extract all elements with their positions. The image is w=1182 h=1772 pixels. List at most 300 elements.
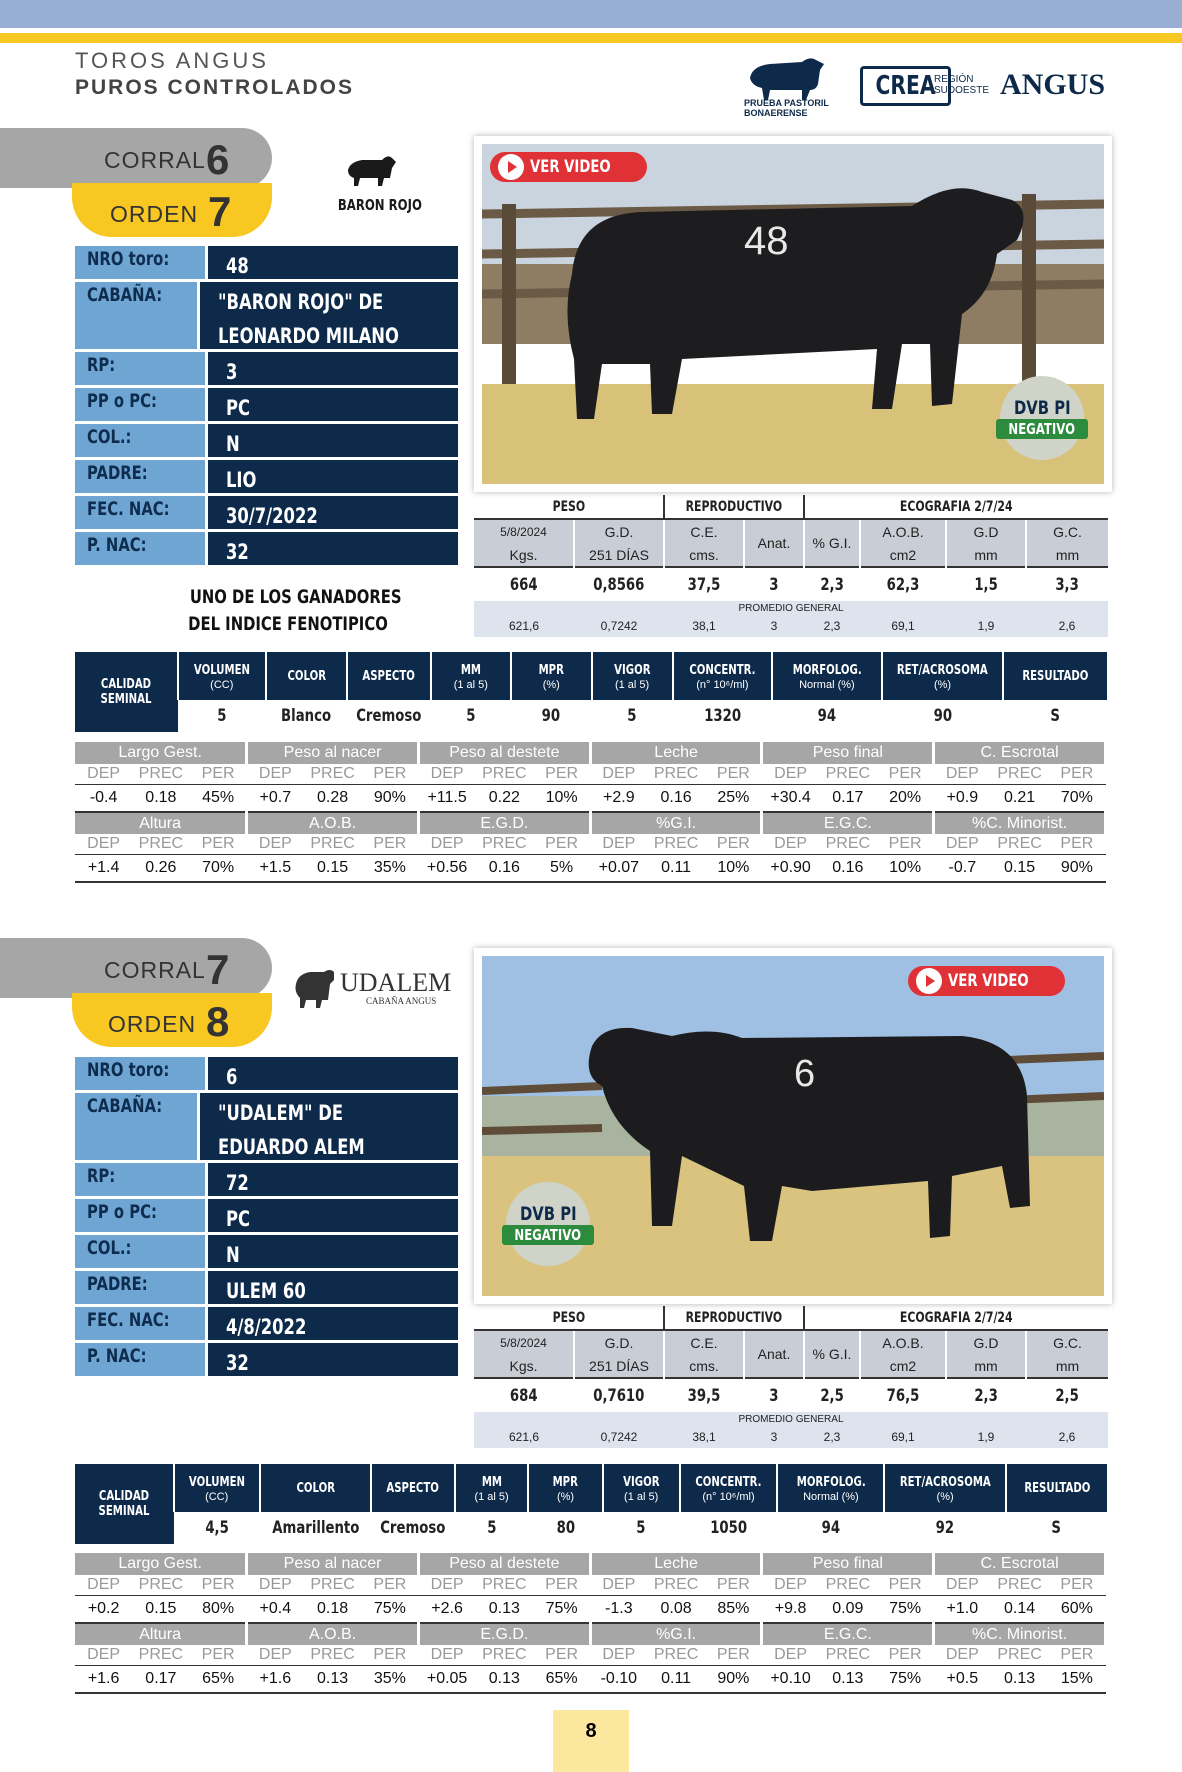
info-value: 3 [226, 360, 238, 384]
gc-label: G.C. [1053, 523, 1082, 540]
gc-label: G.C. [1053, 1334, 1082, 1351]
mpr-unit: (%) [556, 1491, 575, 1503]
aspecto-header: ASPECTO [386, 1481, 440, 1496]
prec-col-label: PREC [997, 834, 1042, 852]
dep-value: +1.0 [946, 1599, 979, 1617]
measure-value: 39,5 [687, 1385, 721, 1406]
ret-unit: (%) [933, 679, 952, 691]
dep-value: 20% [889, 788, 922, 806]
measure-value: 2,5 [820, 1385, 844, 1406]
dep-value: 0.13 [488, 1669, 520, 1687]
watch-video-button[interactable] [490, 152, 647, 182]
avg-value: 2,3 [823, 1430, 841, 1444]
gd-label: G.D. [574, 1330, 664, 1354]
semen-value: 90 [933, 706, 952, 726]
dep-group-label: A.O.B. [247, 812, 419, 834]
dep-value: 0.18 [317, 1599, 349, 1617]
bull-photo [482, 956, 1104, 1296]
prec-col-label: PREC [825, 764, 871, 782]
bull-number-mark: 6 [794, 1053, 816, 1095]
mpr-header: MPR [552, 1475, 579, 1490]
per-col-label: PER [888, 764, 922, 782]
info-value: "UDALEM" DE EDUARDO ALEM [218, 1101, 365, 1159]
dep-value: +1.6 [87, 1669, 120, 1687]
dep-col-label: DEP [945, 764, 979, 782]
prec-col-label: PREC [653, 1575, 699, 1593]
days-unit: 251 DÍAS [574, 543, 664, 567]
per-col-label: PER [888, 1645, 922, 1663]
info-value: 32 [226, 540, 249, 564]
measure-value: 2,5 [1055, 1385, 1079, 1406]
info-label: PP o PC: [87, 1201, 157, 1223]
dep-value: 75% [373, 1599, 406, 1617]
dep-col-label: DEP [945, 1645, 979, 1663]
cms-unit: cms. [664, 1354, 744, 1378]
info-value: LIO [226, 468, 257, 492]
prec-col-label: PREC [997, 1575, 1042, 1593]
prec-col-label: PREC [997, 1645, 1042, 1663]
avg-value: 2,3 [823, 619, 841, 633]
measure-value: 2,3 [820, 574, 844, 595]
dep-value: 0.08 [660, 1599, 692, 1617]
dep-group-label: Peso final [762, 742, 934, 764]
dep-group-label: E.G.C. [762, 1623, 934, 1645]
caption-line1: UNO DE LOS GANADORES [189, 586, 402, 608]
promedio-label: PROMEDIO GENERAL [738, 1413, 844, 1425]
bull-number-mark: 48 [744, 219, 789, 263]
semen-value: 5 [636, 1518, 646, 1538]
info-value: PC [226, 1207, 251, 1231]
semen-value: Cremoso [380, 1518, 446, 1538]
dep-group-label: Largo Gest. [75, 1553, 247, 1575]
info-label: FEC. NAC: [87, 1309, 170, 1331]
prec-col-label: PREC [825, 1575, 871, 1593]
dep-value: 0.16 [660, 788, 692, 806]
vigor-unit: (1 al 5) [614, 679, 650, 691]
dep-group-label: C. Escrotal [934, 1553, 1106, 1575]
avg-value: 0,7242 [600, 619, 638, 633]
dep-col-label: DEP [258, 1645, 292, 1663]
measure-value: 684 [510, 1385, 538, 1406]
kgs-unit: Kgs. [474, 543, 574, 567]
dep-value: 0.21 [1004, 788, 1036, 806]
per-col-label: PER [201, 764, 235, 782]
video-label: VER VIDEO [948, 971, 1029, 991]
ce-label: C.E. [664, 1330, 744, 1354]
orden-tag [72, 993, 272, 1047]
dep-value: 70% [202, 858, 235, 876]
dep-col-label: DEP [430, 834, 464, 852]
morfolog-header: MORFOLOG. [796, 1475, 866, 1490]
dep-value: +0.5 [946, 1669, 979, 1687]
semen-quality-table [75, 652, 1107, 732]
dep-value: 35% [373, 858, 406, 876]
corral-number: 6 [206, 136, 230, 183]
info-label: PADRE: [87, 462, 148, 484]
dep-value: 0.14 [1004, 1599, 1036, 1617]
measurement-table [474, 495, 1108, 637]
per-col-label: PER [545, 1645, 579, 1663]
dvb-line1: DVB PI [1013, 397, 1071, 419]
info-label: COL.: [87, 426, 132, 448]
video-label: VER VIDEO [530, 157, 611, 177]
reproductivo-header: REPRODUCTIVO [685, 499, 783, 515]
dep-col-label: DEP [258, 764, 292, 782]
dep-value: 90% [373, 788, 406, 806]
mm-unit: mm [1055, 1357, 1080, 1374]
aob-label: A.O.B. [860, 1330, 946, 1354]
dvb-badge [506, 1182, 590, 1266]
promedio-label: PROMEDIO GENERAL [738, 602, 844, 614]
corral-label: CORRAL [104, 957, 206, 983]
semen-value: 5 [627, 706, 637, 726]
bull-info-table [75, 246, 458, 568]
per-col-label: PER [373, 834, 407, 852]
prec-col-label: PREC [310, 764, 355, 782]
dep-value: 75% [889, 1599, 922, 1617]
dep-col-label: DEP [87, 1645, 121, 1663]
concentr-header: CONCENTR. [689, 663, 756, 678]
color-header: COLOR [296, 1481, 335, 1496]
ret-header: RET/ACROSOMA [899, 1475, 991, 1490]
prec-col-label: PREC [482, 834, 527, 852]
dep-col-label: DEP [602, 1575, 636, 1593]
bull-photo-frame [474, 136, 1112, 492]
dep-value: 0.13 [488, 1599, 520, 1617]
measure-value: 76,5 [886, 1385, 920, 1406]
dvb-line2-box [996, 419, 1087, 439]
ppb-line1: PRUEBA PASTORIL [744, 98, 829, 108]
dep-group-label: Leche [590, 1553, 762, 1575]
avg-value: 3 [770, 1430, 778, 1444]
per-col-label: PER [716, 834, 750, 852]
measure-value: 0,7610 [593, 1385, 645, 1406]
dep-group-label: C. Escrotal [934, 742, 1106, 764]
dep-col-label: DEP [774, 764, 808, 782]
per-col-label: PER [201, 1575, 235, 1593]
dep-col-label: DEP [87, 764, 121, 782]
bull-caption [160, 584, 402, 638]
ppb-line2: BONAERENSE [744, 108, 808, 118]
dep-value: +0.7 [259, 788, 292, 806]
reproductivo-header: REPRODUCTIVO [685, 1310, 783, 1326]
dep-value: 0.16 [832, 858, 864, 876]
dvb-line2: NEGATIVO [514, 1226, 582, 1244]
dvb-line2: NEGATIVO [1008, 420, 1076, 438]
bull-photo [482, 144, 1104, 484]
concentr-header: CONCENTR. [695, 1475, 762, 1490]
calidad-seminal-label: CALIDAD SEMINAL [100, 676, 152, 707]
calidad-seminal-label: CALIDAD SEMINAL [98, 1488, 150, 1519]
dep-group-label: %G.I. [590, 812, 762, 834]
breeder-logo [292, 966, 452, 1016]
mpr-header: MPR [538, 663, 564, 678]
play-icon [916, 968, 942, 994]
watch-video-button[interactable] [908, 966, 1065, 996]
dep-group-label: E.G.C. [762, 812, 934, 834]
dep-group-label: A.O.B. [247, 1623, 419, 1645]
corral-label: CORRAL [104, 147, 206, 173]
vigor-header: VIGOR [613, 663, 651, 678]
per-col-label: PER [373, 1575, 407, 1593]
gd2-label: G.D [946, 1330, 1026, 1354]
dep-value: +1.5 [259, 858, 292, 876]
dvb-badge [1000, 376, 1084, 460]
dep-value: 0.11 [661, 1669, 692, 1687]
udalem-bull-icon [292, 966, 336, 1012]
dep-value: 0.13 [832, 1669, 864, 1687]
prec-col-label: PREC [310, 1575, 355, 1593]
dep-value: +0.56 [426, 858, 468, 876]
measure-value: 2,3 [974, 1385, 998, 1406]
dep-col-label: DEP [430, 1645, 464, 1663]
per-col-label: PER [1060, 1645, 1094, 1663]
dep-value: -0.10 [600, 1669, 638, 1687]
angus-logo: ANGUS [1000, 68, 1106, 101]
info-value: 6 [226, 1065, 238, 1089]
info-label: CABAÑA: [87, 284, 163, 306]
morfolog-unit: Normal (%) [799, 679, 855, 691]
orden-label: ORDEN [108, 1011, 197, 1037]
dep-table [75, 1553, 1107, 1694]
vigor-header: VIGOR [622, 1475, 660, 1490]
peso-date: 5/8/2024 [474, 519, 574, 543]
dep-value: +2.6 [431, 1599, 463, 1617]
semen-value: 94 [817, 706, 837, 726]
dep-value: 35% [373, 1669, 406, 1687]
measure-value: 3 [769, 1385, 779, 1406]
per-col-label: PER [716, 1645, 750, 1663]
prec-col-label: PREC [825, 1645, 871, 1663]
header-line1: TOROS ANGUS [75, 48, 269, 73]
info-value: 32 [226, 1351, 249, 1375]
peso-date: 5/8/2024 [474, 1330, 574, 1354]
dep-value: 0.18 [145, 788, 177, 806]
semen-value: 5 [217, 706, 227, 726]
orden-label: ORDEN [110, 201, 199, 227]
mpr-unit: (%) [542, 679, 560, 691]
per-col-label: PER [545, 834, 579, 852]
measure-value: 664 [510, 574, 538, 595]
semen-value: 90 [542, 706, 561, 726]
measure-value: 62,3 [886, 574, 920, 595]
dep-value: 60% [1060, 1599, 1093, 1617]
prec-col-label: PREC [138, 834, 184, 852]
measure-value: 3,3 [1055, 574, 1079, 595]
dep-value: 0.15 [1004, 858, 1036, 876]
per-col-label: PER [373, 764, 407, 782]
dep-col-label: DEP [87, 1575, 121, 1593]
dep-value: 0.26 [145, 858, 177, 876]
dep-value: 45% [202, 788, 235, 806]
orden-number: 7 [208, 188, 232, 235]
dep-col-label: DEP [945, 1575, 979, 1593]
breeder-logo-text: BARON ROJO [337, 196, 422, 214]
per-col-label: PER [888, 834, 922, 852]
dep-value: 0.15 [317, 858, 349, 876]
kgs-unit: Kgs. [474, 1354, 574, 1378]
info-label: RP: [87, 1165, 116, 1187]
dep-group-label: Peso al nacer [247, 1553, 419, 1575]
dep-value: 80% [202, 1599, 235, 1617]
dep-value: +0.07 [598, 858, 640, 876]
mm-unit: mm [946, 543, 1026, 567]
dep-col-label: DEP [258, 834, 292, 852]
dep-value: +1.6 [259, 1669, 292, 1687]
prec-col-label: PREC [138, 1575, 184, 1593]
per-col-label: PER [545, 1575, 579, 1593]
dep-col-label: DEP [430, 764, 464, 782]
info-value: "BARON ROJO" DE LEONARDO MILANO [218, 290, 399, 348]
avg-value: 0,7242 [600, 1430, 638, 1444]
prec-col-label: PREC [310, 834, 355, 852]
dep-value: -0.4 [89, 788, 118, 806]
prec-col-label: PREC [653, 764, 699, 782]
resultado-header: RESULTADO [1023, 1481, 1090, 1496]
dep-col-label: DEP [602, 834, 636, 852]
corral-number: 7 [206, 946, 230, 993]
avg-value: 1,9 [977, 619, 995, 633]
dep-value: 25% [717, 788, 750, 806]
dep-value: 75% [545, 1599, 578, 1617]
semen-value: 1320 [703, 706, 741, 726]
dep-group-label: Altura [75, 812, 247, 834]
ret-header: RET/ACROSOMA [897, 663, 988, 678]
dep-col-label: DEP [258, 1575, 292, 1593]
avg-value: 621,6 [508, 1430, 540, 1444]
dep-table [75, 742, 1107, 883]
dep-col-label: DEP [945, 834, 979, 852]
color-header: COLOR [287, 669, 326, 684]
gi-label: % G.I. [804, 1330, 860, 1378]
bull-photo-frame [474, 948, 1112, 1304]
dep-value: 0.28 [317, 788, 349, 806]
breeder-logo-subtext: CABAÑA ANGUS [366, 996, 437, 1006]
per-col-label: PER [1060, 1575, 1094, 1593]
gd-label: G.D. [574, 519, 664, 543]
avg-value: 38,1 [692, 1430, 716, 1444]
ecografia-header: ECOGRAFIA 2/7/24 [900, 1310, 1013, 1326]
dep-value: 0.17 [145, 1669, 177, 1687]
dep-value: -1.3 [605, 1599, 633, 1617]
dep-value: +0.9 [946, 788, 979, 806]
per-col-label: PER [716, 1575, 750, 1593]
volumen-header: VOLUMEN [188, 1475, 245, 1490]
semen-value: S [1051, 1518, 1062, 1538]
caption-line2: DEL INDICE FENOTIPICO [188, 613, 388, 635]
sponsor-logos [740, 48, 1110, 120]
ppb-logo-text [744, 98, 829, 118]
measure-value: 0,8566 [593, 574, 645, 595]
info-label: FEC. NAC: [87, 498, 170, 520]
anat-label: Anat. [744, 1330, 804, 1378]
dep-group-label: %C. Minorist. [934, 812, 1106, 834]
corral-tag [0, 938, 272, 998]
semen-value: 4,5 [204, 1518, 229, 1538]
page-number: 8 [553, 1710, 629, 1772]
info-value: 4/8/2022 [226, 1315, 307, 1339]
info-value: 30/7/2022 [226, 504, 318, 528]
breeder-logo [318, 148, 422, 220]
concentr-unit: (n° 10⁶/ml) [702, 1491, 755, 1503]
dep-value: +0.10 [770, 1669, 811, 1687]
avg-value: 2,6 [1058, 1430, 1076, 1444]
avg-value: 3 [770, 619, 778, 633]
dep-value: 5% [550, 858, 574, 876]
measurement-table [474, 1306, 1108, 1448]
per-col-label: PER [1060, 764, 1094, 782]
volumen-unit: (CC) [205, 1491, 229, 1503]
info-label: P. NAC: [87, 534, 147, 556]
dep-value: 0.16 [488, 858, 520, 876]
dep-value: 65% [545, 1669, 578, 1687]
prec-col-label: PREC [482, 1575, 527, 1593]
semen-value: 92 [935, 1518, 955, 1538]
per-col-label: PER [201, 1645, 235, 1663]
info-label: COL.: [87, 1237, 132, 1259]
dep-value: 75% [889, 1669, 922, 1687]
top-yellow-line [0, 33, 1182, 43]
semen-value: 94 [821, 1518, 841, 1538]
per-col-label: PER [545, 764, 579, 782]
dep-group-label: Leche [590, 742, 762, 764]
prec-col-label: PREC [997, 764, 1042, 782]
dep-value: +0.90 [770, 858, 811, 876]
dep-col-label: DEP [87, 834, 121, 852]
prec-col-label: PREC [310, 1645, 355, 1663]
avg-value: 2,6 [1058, 619, 1076, 633]
avg-value: 621,6 [508, 619, 540, 633]
info-value: N [226, 432, 240, 456]
prec-col-label: PREC [653, 834, 699, 852]
per-col-label: PER [201, 834, 235, 852]
cms-unit: cms. [664, 543, 744, 567]
dep-value: 0.11 [661, 858, 692, 876]
dep-value: +2.9 [603, 788, 635, 806]
info-value: 72 [226, 1171, 249, 1195]
gd2-label: G.D [946, 519, 1026, 543]
avg-value: 38,1 [692, 619, 716, 633]
dep-group-label: Altura [75, 1623, 247, 1645]
peso-header: PESO [552, 499, 585, 515]
cm2-unit: cm2 [860, 1354, 946, 1378]
dep-value: 10% [889, 858, 922, 876]
peso-header: PESO [552, 1310, 585, 1326]
prec-col-label: PREC [482, 1645, 527, 1663]
measure-value: 3 [769, 574, 779, 595]
cm2-unit: cm2 [860, 543, 946, 567]
baron-rojo-bull-icon [318, 148, 418, 198]
dep-group-label: Peso al nacer [247, 742, 419, 764]
dep-group-label: %G.I. [590, 1623, 762, 1645]
dep-group-label: Peso al destete [418, 1553, 590, 1575]
avg-value: 1,9 [977, 1430, 995, 1444]
info-label: RP: [87, 354, 116, 376]
dep-value: 0.17 [832, 788, 864, 806]
mm-header: MM [481, 1475, 502, 1490]
dep-value: 90% [1060, 858, 1093, 876]
header-line2: PUROS CONTROLADOS [75, 76, 355, 99]
mm-unit: mm [1055, 546, 1080, 563]
resultado-header: RESULTADO [1022, 669, 1089, 684]
semen-value: S [1050, 706, 1061, 726]
top-color-band [0, 0, 1182, 28]
info-label: NRO toro: [87, 1059, 170, 1081]
semen-value: 80 [556, 1518, 575, 1538]
info-label: PADRE: [87, 1273, 148, 1295]
orden-number: 8 [206, 998, 230, 1045]
dep-value: -0.7 [948, 858, 977, 876]
